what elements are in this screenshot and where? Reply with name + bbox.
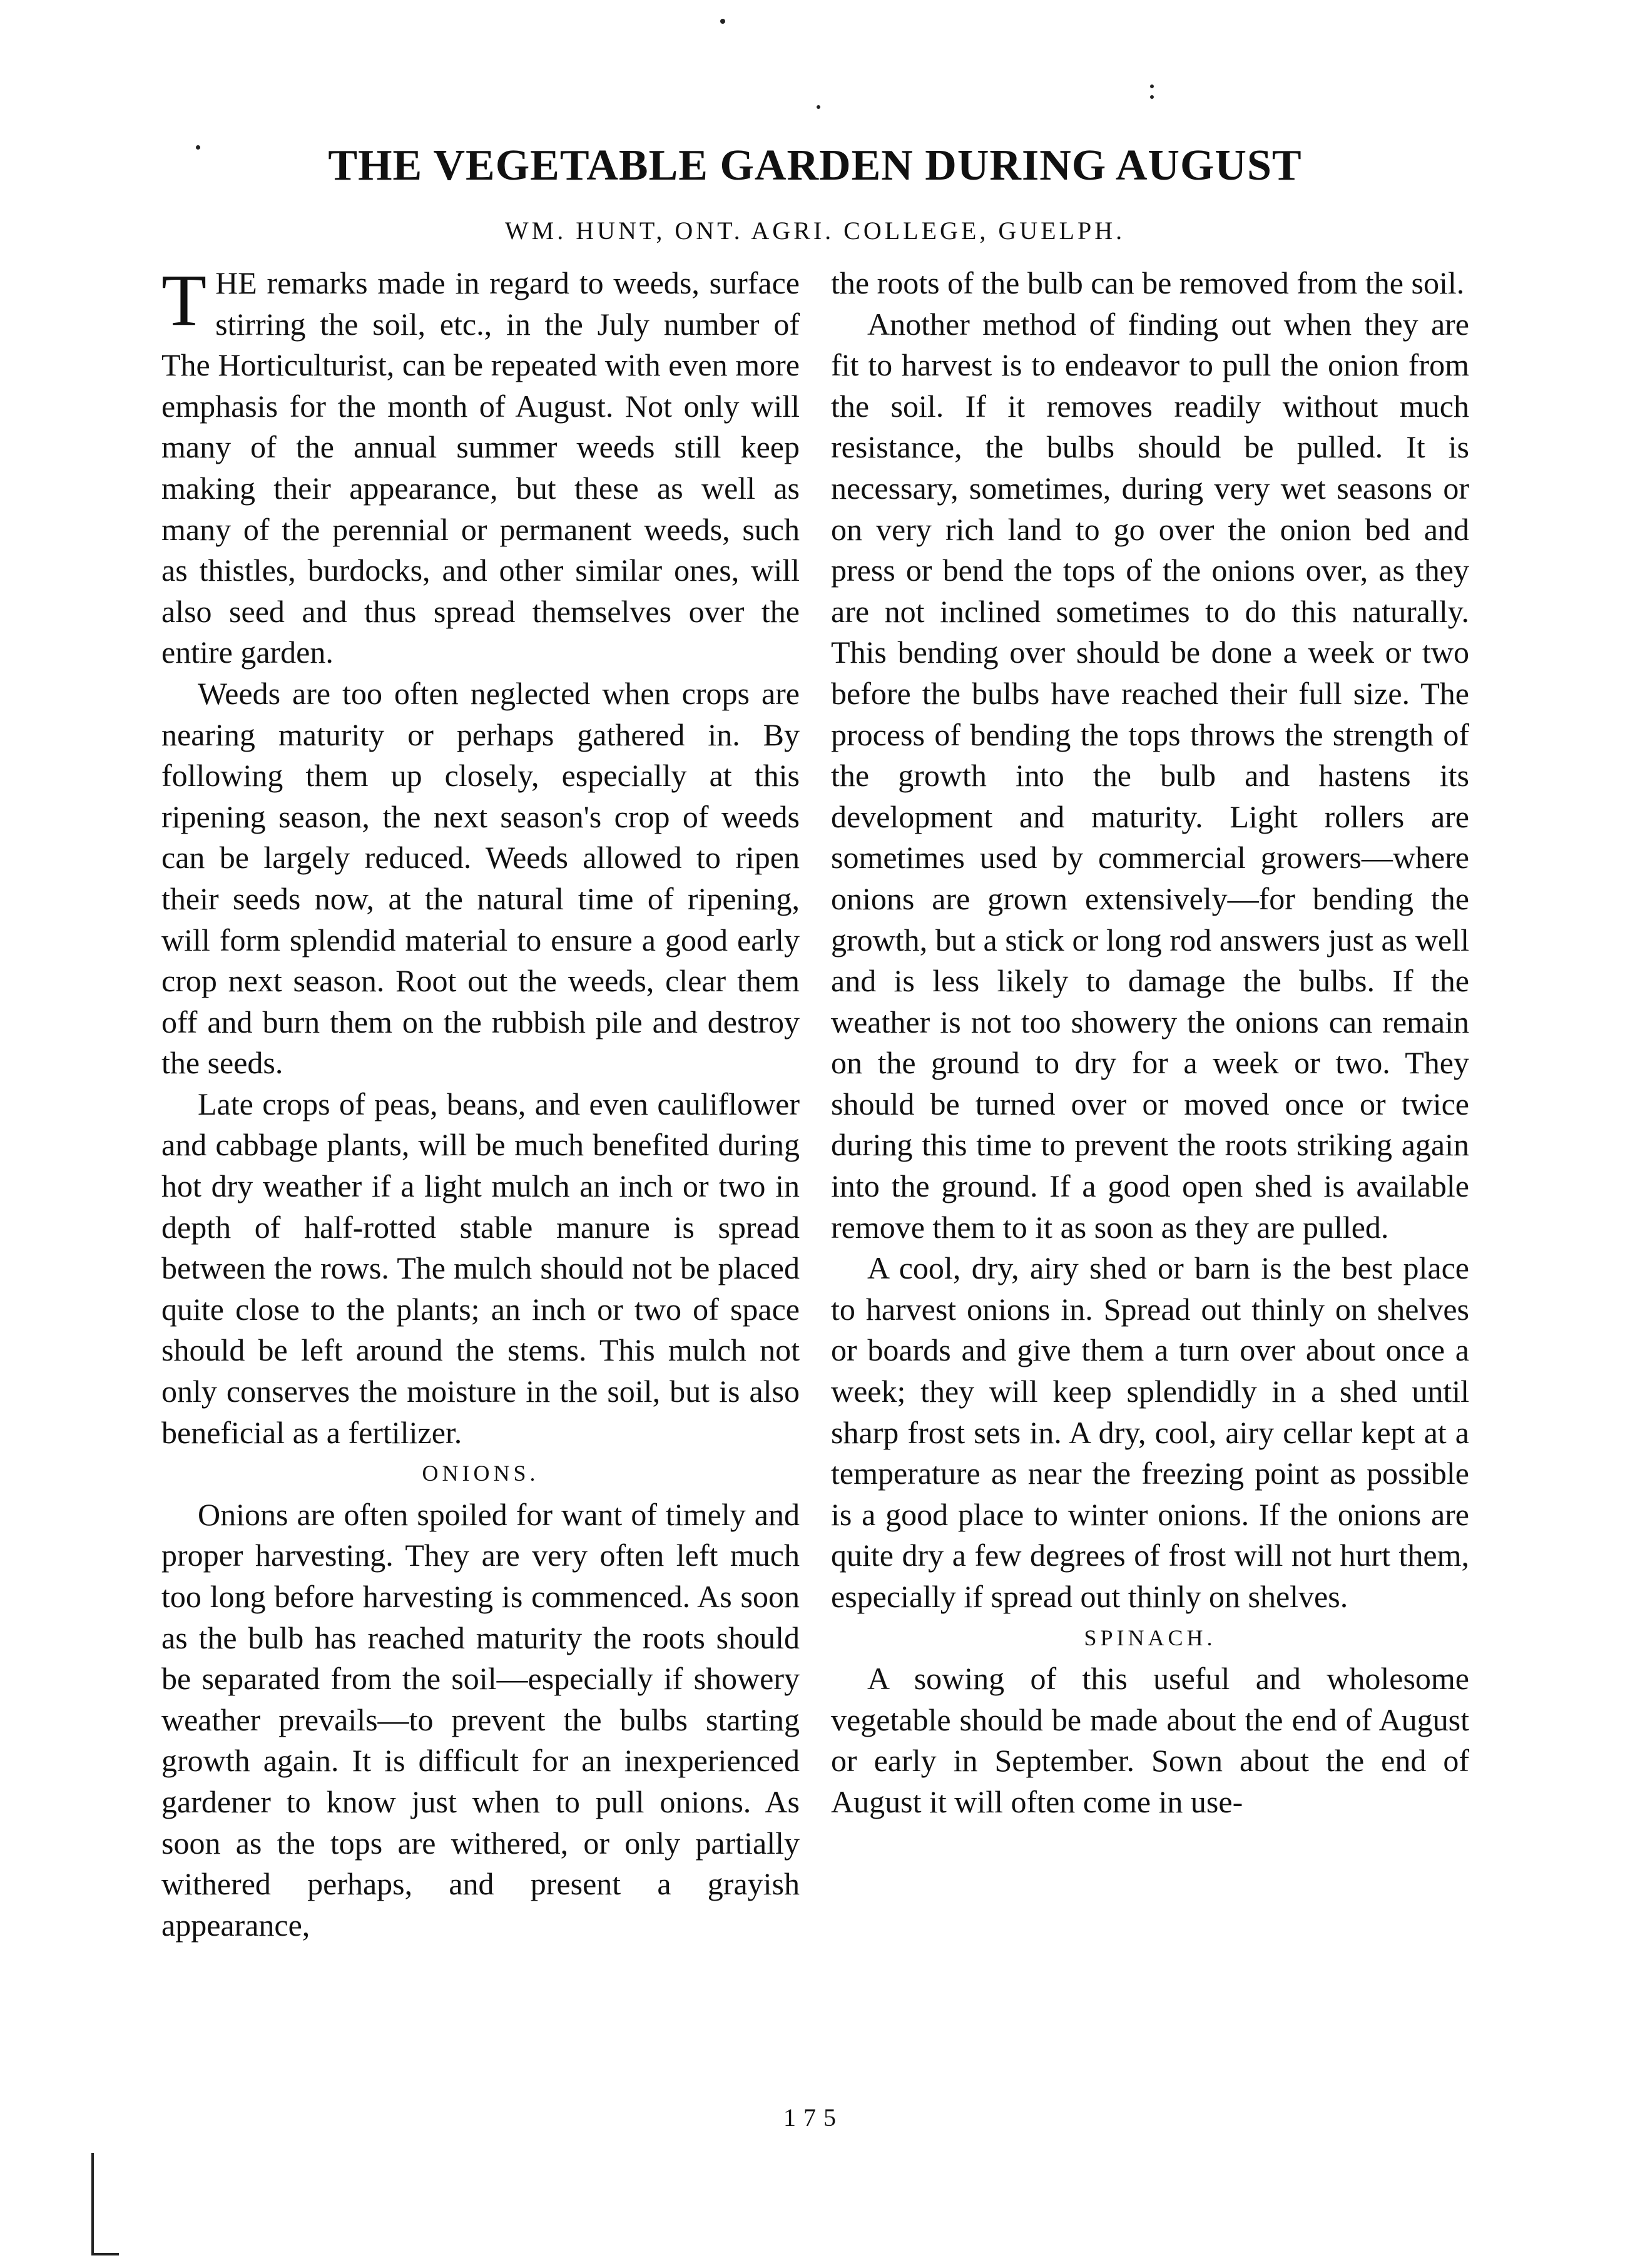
drop-cap: T [161,259,207,341]
crop-mark [91,2153,119,2255]
page-number: 175 [783,2103,843,2132]
intro-paragraph [161,259,800,673]
mulch-paragraph: Late crops of peas, beans, and even cauliflower and cabbage plants, will be much benefited during hot dry weather if a light mulch an inch or two in depth of half-rotted stable manure is spread between the rows. The mulch should not be placed quite close to the plants; an inch or two of space should be left around the stems. This mulch not only conserves the moisture in the soil, but is also beneficial as a fertilizer. [161,1086,800,1450]
scan-speck [817,105,820,109]
onions-heading: ONIONS. [422,1461,539,1486]
page-title: THE VEGETABLE GARDEN DURING AUGUST [328,141,1302,190]
scan-speck [1150,95,1154,99]
onions-paragraph-1: Onions are often spoiled for want of timely and proper harvesting. They are very often left much too long before harvesting is commenced. As soon as the bulb has reached maturity the roots should be separated from the soil—especially if showery weather prevails—to prevent the bulbs starting growth again. It is difficult for an inexperienced gardener to know just when to pull onions. As soon as the tops are withered, or only partially withered perhaps, and present a grayish appearance, [161,1496,800,1943]
onions-paragraph-1-continued: the roots of the bulb can be removed from the soil. [831,265,1465,300]
spinach-heading: SPINACH. [1084,1625,1216,1650]
author-byline: WM. HUNT, ONT. AGRI. COLLEGE, GUELPH. [504,217,1126,245]
intro-text: HE remarks made in regard to weeds, surface stirring the soil, etc., in the July number of The Horticulturist, can be repeated with even more emphasis for the month of August. Not only will many of the annual summer weeds still keep making their appearance, but these as well as many of the perennial or permanent weeds, such as thistles, burdocks, and other similar ones, will also seed and thus spread themselves over the entire garden. [161,265,800,670]
onions-paragraph-2: Another method of finding out when they are fit to harvest is to endeavor to pull the onion from the soil. If it removes readily without much resistance, the bulbs should be pulled. It is necessary, sometimes, during very wet seasons or on very rich land to go over the onion bed and press or bend the tops of the onions over, as they are not inclined sometimes to do this naturally. This bending over should be done a week or two before the bulbs have reached their full size. The process of bending the tops throws the strength of the growth into the bulb and hastens its development and maturity. Light rollers are sometimes used by commercial growers—where onions are grown extensively—for bending the growth, but a stick or long rod answers just as well and is less likely to damage the bulbs. If the weather is not too showery the onions can remain on the ground to dry for a week or two. They should be turned over or moved once or twice during this time to prevent the roots striking again into the ground. If a good open shed is available remove them to it as soon as they are pulled. [831,306,1469,1245]
scan-speck [1150,84,1154,88]
right-column [831,263,1469,1823]
scan-speck [720,19,725,24]
left-column [161,259,800,1946]
onions-paragraph-3: A cool, dry, airy shed or barn is the best place to harvest onions in. Spread out thinly on shelves or boards and give them a turn over about once a week; they will keep splendidly in a shed until sharp frost sets in. A dry, cool, airy cellar kept at a temperature as near the freezing point as possible is a good place to winter onions. If the onions are quite dry a few degrees of frost will not hurt them, especially if spread out thinly on shelves. [831,1250,1469,1614]
spinach-paragraph: A sowing of this useful and wholesome vegetable should be made about the end of August or early in September. Sown about the end of August it will often come in use- [831,1661,1469,1819]
weeds-paragraph: Weeds are too often neglected when crops are nearing maturity or perhaps gathered in. By following them up closely, especially at this ripening season, the next season's crop of weeds can be largely reduced. Weeds allowed to ripen their seeds now, at the natural time of ripening, will form splendid material to ensure a good early crop next season. Root out the weeds, clear them off and burn them on the rubbish pile and destroy the seeds. [161,675,800,1081]
